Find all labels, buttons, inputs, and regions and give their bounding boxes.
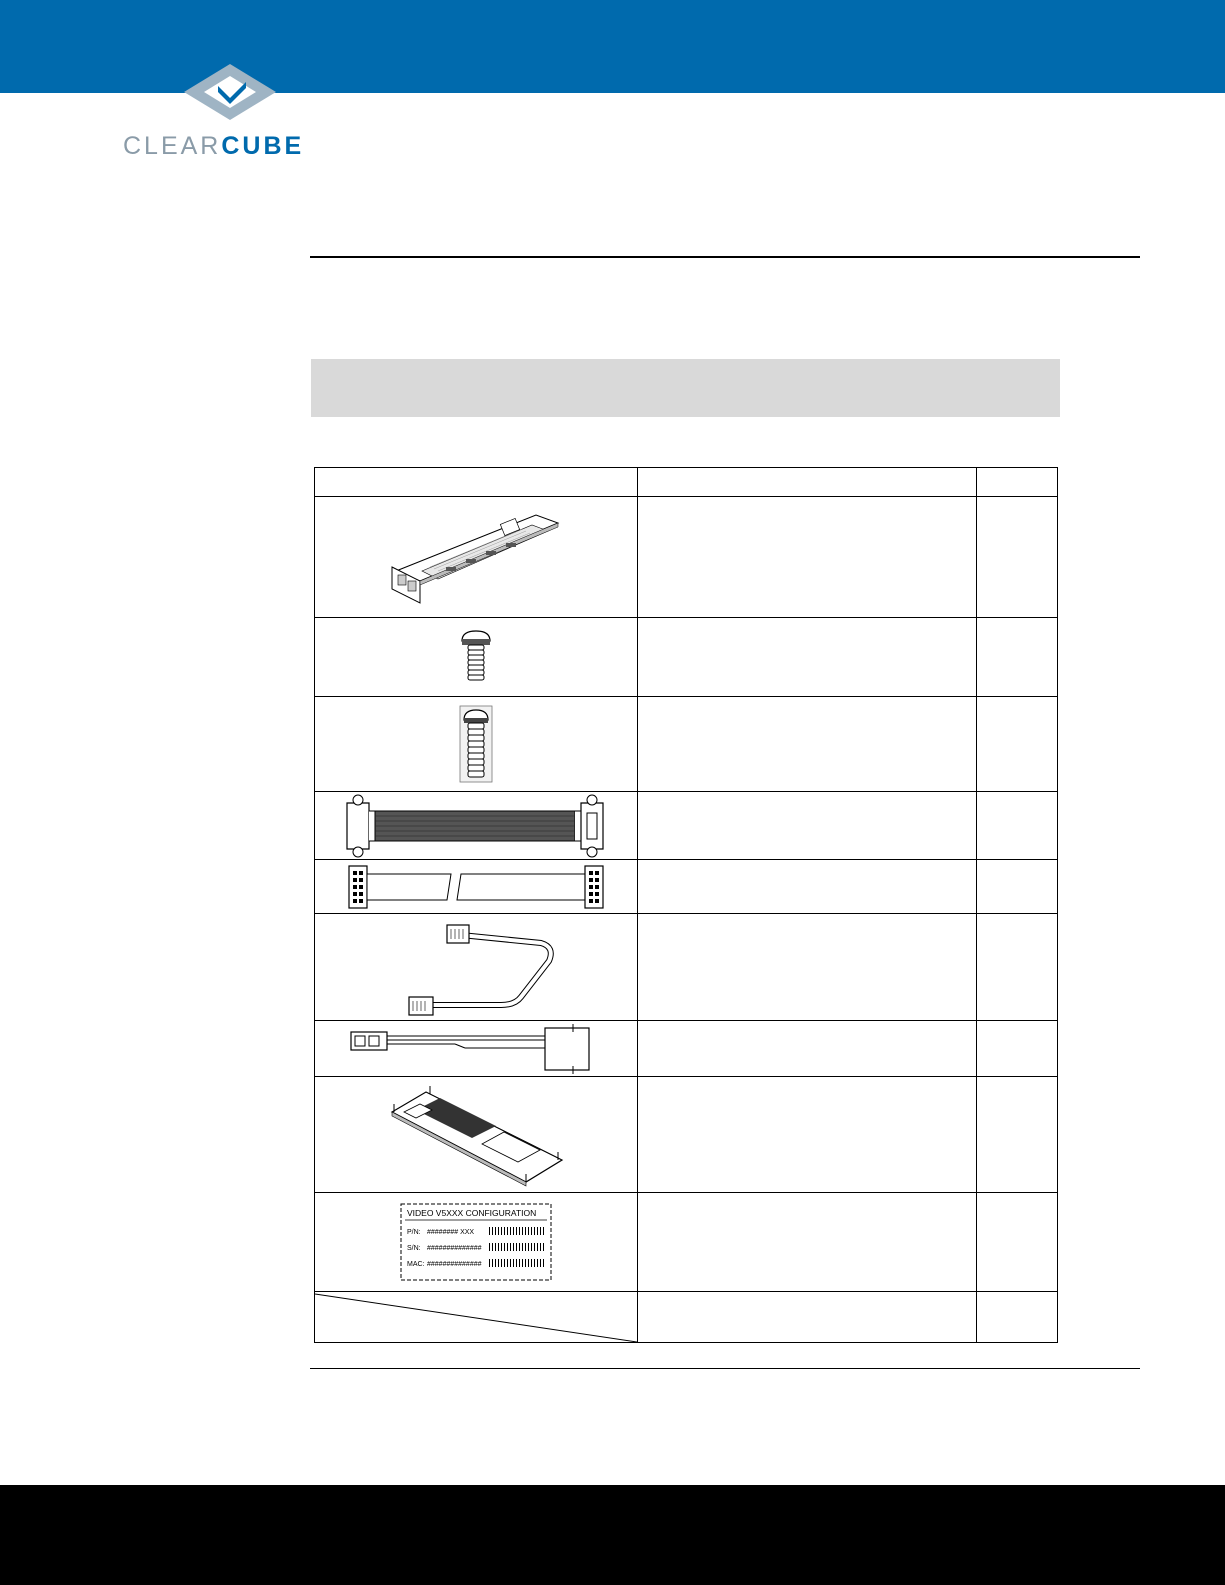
- image-cell: [315, 1021, 638, 1077]
- table-row: [315, 497, 1058, 618]
- description-cell: [638, 1193, 977, 1292]
- qty-cell: [977, 860, 1058, 914]
- qty-cell: [977, 618, 1058, 697]
- description-cell: [638, 1292, 977, 1343]
- barcode-icon: [489, 1243, 545, 1251]
- config-label-icon: [399, 1202, 553, 1282]
- qty-cell: [977, 1077, 1058, 1193]
- barcode-icon: [489, 1259, 545, 1267]
- table-row: [315, 914, 1058, 1021]
- image-cell: [315, 618, 638, 697]
- image-cell: [315, 1077, 638, 1193]
- rj45-cable-icon: [391, 917, 561, 1017]
- long-screw-icon: [456, 704, 496, 784]
- image-cell: [315, 914, 638, 1021]
- table-row: [315, 1021, 1058, 1077]
- description-cell: [638, 860, 977, 914]
- image-cell: [315, 792, 638, 860]
- table-header-row: [315, 468, 1058, 497]
- qty-cell: [977, 1292, 1058, 1343]
- table-row: [315, 1193, 1058, 1292]
- description-cell: [638, 697, 977, 792]
- label-sn-label: S/N:: [407, 1245, 421, 1252]
- short-screw-icon: [456, 627, 496, 687]
- image-cell: [315, 697, 638, 792]
- description-cell: [638, 914, 977, 1021]
- video-card-icon: [386, 509, 566, 605]
- qty-cell: [977, 1193, 1058, 1292]
- qty-cell: [977, 792, 1058, 860]
- qty-cell: [977, 497, 1058, 618]
- label-sn-value: ##############: [427, 1245, 482, 1252]
- bracket-plate-icon: [386, 1082, 566, 1188]
- title-divider: [310, 256, 1140, 258]
- clearcube-logo-icon: [180, 62, 280, 126]
- blank-cell: [315, 1292, 638, 1343]
- description-cell: [638, 1021, 977, 1077]
- footer-divider: [310, 1368, 1140, 1369]
- brand-cube: CUBE: [221, 132, 305, 160]
- brand-wordmark: [123, 131, 304, 161]
- description-cell: [638, 618, 977, 697]
- description-cell: [638, 1077, 977, 1193]
- header-image: [315, 468, 638, 497]
- table-row: [315, 1077, 1058, 1193]
- header-cable-icon: [345, 862, 607, 912]
- table-row: [315, 792, 1058, 860]
- label-mac-value: ##############: [427, 1261, 482, 1268]
- table-row: [315, 1292, 1058, 1343]
- qty-cell: [977, 697, 1058, 792]
- header-qty: [977, 468, 1058, 497]
- label-mac-label: MAC:: [407, 1261, 425, 1268]
- table-row: [315, 618, 1058, 697]
- section-banner: [311, 359, 1060, 417]
- label-pn-label: P/N:: [407, 1229, 421, 1236]
- header-description: [638, 468, 977, 497]
- footer-band: [0, 1485, 1225, 1585]
- barcode-icon: [487, 1227, 545, 1235]
- image-cell: [315, 860, 638, 914]
- kit-contents-table: [314, 467, 1058, 1343]
- description-cell: [638, 497, 977, 618]
- description-cell: [638, 792, 977, 860]
- qty-cell: [977, 1021, 1058, 1077]
- power-cable-icon: [345, 1022, 607, 1076]
- qty-cell: [977, 914, 1058, 1021]
- table-row: [315, 697, 1058, 792]
- brand-clear: CLEAR: [123, 132, 222, 160]
- diagonal-line: [315, 1292, 637, 1342]
- table-row: [315, 860, 1058, 914]
- image-cell: [315, 497, 638, 618]
- label-pn-value: ######## XXX: [427, 1229, 475, 1236]
- image-cell: [315, 1193, 638, 1292]
- label-title: VIDEO V5XXX CONFIGURATION: [407, 1208, 537, 1218]
- ribbon-cable-icon: [345, 793, 607, 859]
